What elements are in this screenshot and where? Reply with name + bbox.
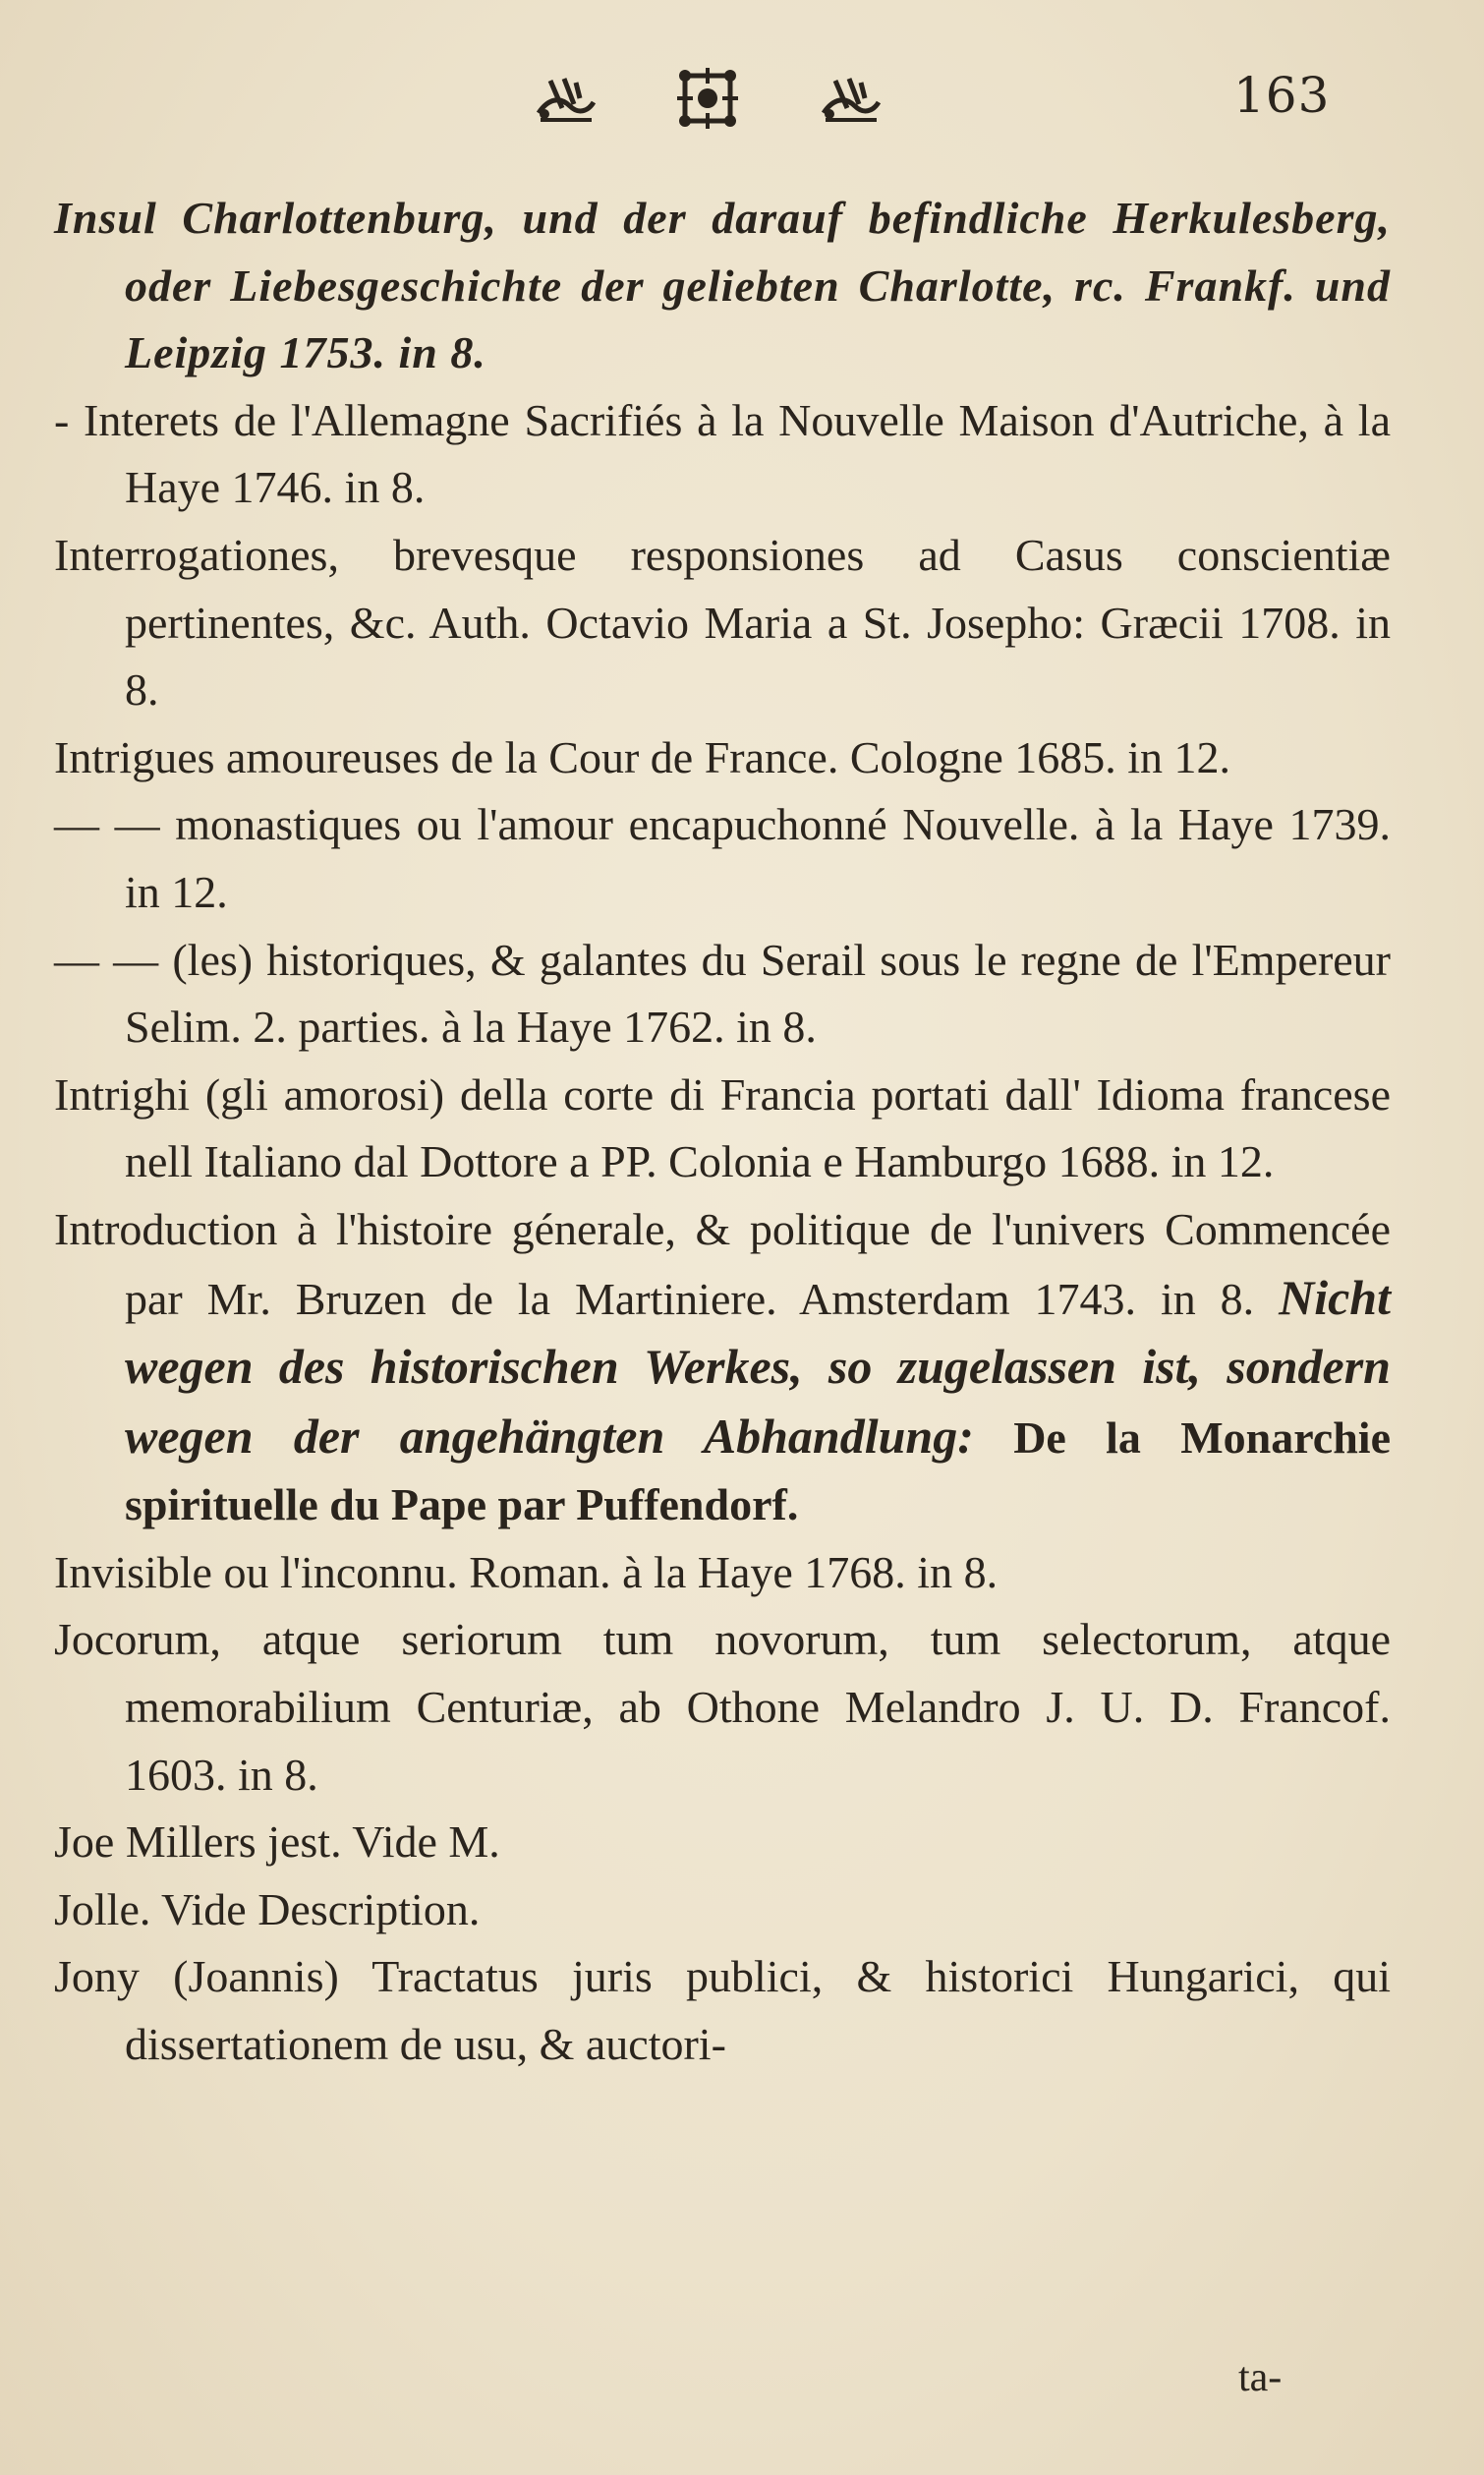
entry-text: De la Monarchie spirituelle du Pape par Puffendorf. xyxy=(125,1411,1392,1530)
entry-text: Nicht wegen des historischen Werkes, so zugelassen ist, sondern wegen der angehängten Abhandlung: xyxy=(125,1269,1391,1464)
catalog-entry xyxy=(54,185,1391,387)
entry-text: Interrogationes, brevesque responsiones ad Casus conscientiæ pertinentes, &c. Auth. Octavio Maria a St. Josepho: Græcii 1708. in 8. xyxy=(54,529,1391,716)
catalog-entry xyxy=(54,387,1391,522)
entry-text: Invisible ou l'inconnu. Roman. à la Haye 1768. in 8. xyxy=(54,1546,999,1597)
catalog-entry xyxy=(54,1809,1391,1876)
entry-text: Joe Millers jest. Vide M. xyxy=(54,1816,500,1868)
catalog-entries xyxy=(54,185,1391,2079)
catalog-entry xyxy=(54,522,1391,724)
catalog-entry xyxy=(54,1062,1391,1196)
entry-text: Jolle. Vide Description. xyxy=(54,1883,481,1934)
catalog-entry xyxy=(54,1606,1391,1809)
ornament-center-icon xyxy=(673,64,742,133)
entry-text: — — (les) historiques, & galantes du Serail sous le regne de l'Empereur Selim. 2. parties. à la Haye 1762. in 8. xyxy=(54,934,1391,1053)
catalog-entry xyxy=(54,1943,1391,2078)
catalog-entry xyxy=(54,724,1391,792)
catalog-entry xyxy=(54,1196,1391,1539)
catalog-entry xyxy=(54,1876,1391,1944)
catalog-entry xyxy=(54,927,1391,1062)
catalog-entry xyxy=(54,791,1391,926)
entry-text: Introduction à l'histoire génerale, & politique de l'univers Commencée par Mr. Bruzen de la Martiniere. Amsterdam 1743. in 8. xyxy=(54,1203,1391,1324)
catchword: ta- xyxy=(1238,2355,1283,2400)
printer-ornament xyxy=(531,59,885,138)
entry-text: Intrighi (gli amorosi) della corte di Francia portati dall' Idioma francese nell Italiano dal Dottore a PP. Colonia e Hamburgo 1688. in 12. xyxy=(54,1068,1391,1187)
entry-text: Intrigues amoureuses de la Cour de France. Cologne 1685. in 12. xyxy=(54,731,1231,782)
entry-text: — — monastiques ou l'amour encapuchonné Nouvelle. à la Haye 1739. in 12. xyxy=(54,799,1391,917)
page-header xyxy=(0,59,1484,138)
ornament-left-icon xyxy=(531,69,599,128)
entry-text: - Interets de l'Allemagne Sacrifiés à la Nouvelle Maison d'Autriche, à la Haye 1746. in 8. xyxy=(54,394,1391,513)
page-number: 163 xyxy=(1233,67,1331,124)
catalog-entry xyxy=(54,1539,1391,1607)
entry-text: Jocorum, atque seriorum tum novorum, tum selectorum, atque memorabilium Centuriæ, ab Othone Melandro J. U. D. Francof. 1603. in 8. xyxy=(54,1614,1391,1800)
entry-text: Jony (Joannis) Tractatus juris publici, & historici Hungarici, qui dissertationem de usu, & auctori- xyxy=(54,1951,1391,2070)
ornament-right-icon xyxy=(816,69,885,128)
entry-text: Insul Charlottenburg, und der darauf befindliche Herkulesberg, oder Liebesgeschichte der geliebten Charlotte, rc. Frankf. und Leipzig 1753. in 8. xyxy=(54,193,1391,378)
